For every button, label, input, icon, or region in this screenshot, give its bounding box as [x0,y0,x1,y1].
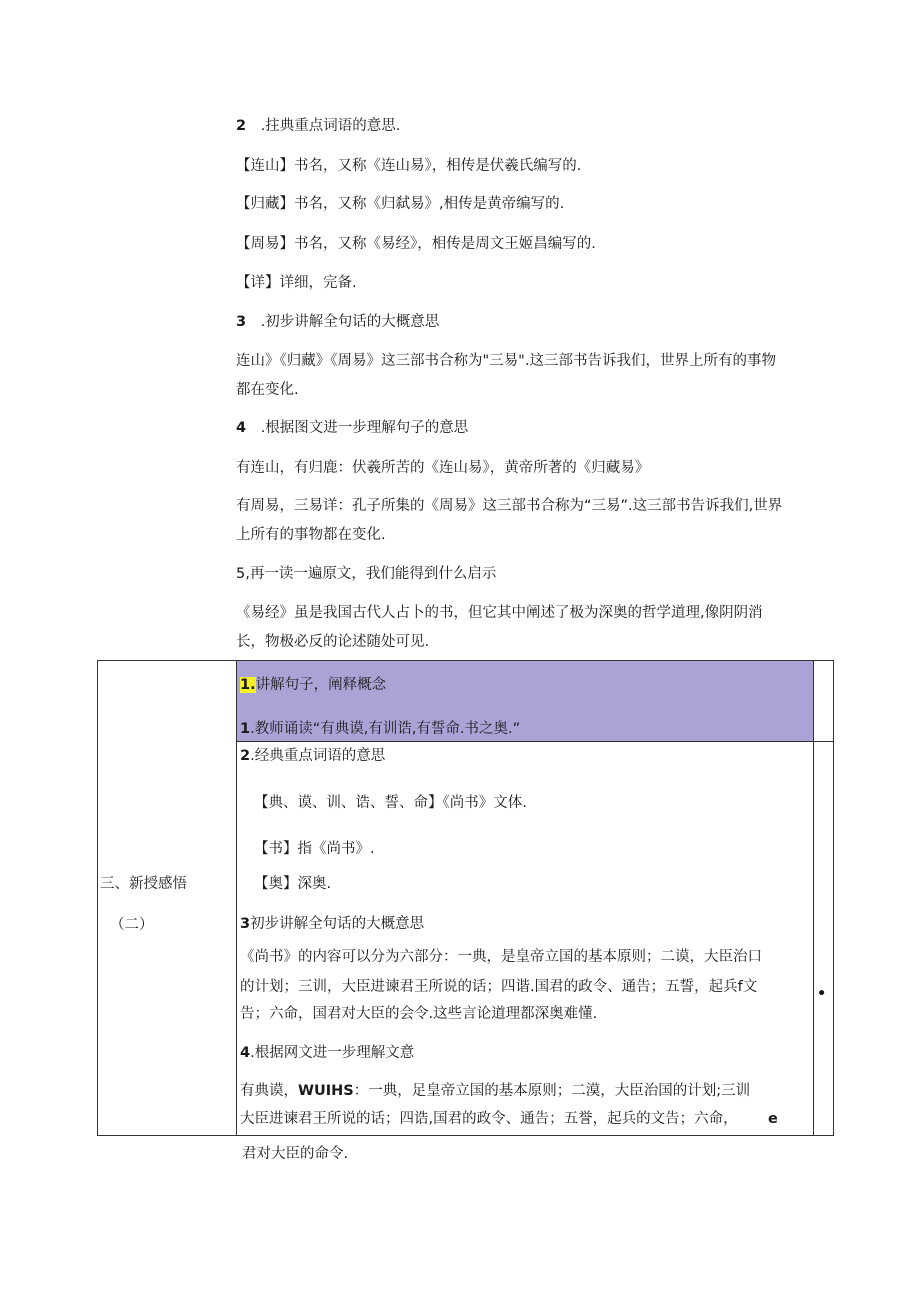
column-divider [813,661,814,1135]
paragraph-line: 的计划；三训，大臣进谏君王所说的话；四谐.国君的政令、通告；五誓，起兵f文 [240,979,758,995]
section-number: 2 [240,748,251,764]
row1-heading [240,675,386,695]
text-run: 有典谟， [240,1083,298,1099]
highlighted-number: 1. [240,677,256,693]
section-3-heading [236,312,439,332]
row1-subheading [240,719,520,739]
line-tail-letter: e [768,1111,778,1127]
paragraph-line: 大臣进谏君王所说的话；四诰,国君的政令、通告；五誉，起兵的文告；六命， [240,1111,738,1127]
section-number: 3 [240,916,251,932]
section-title: .根据图文进一步理解句子的意思 [260,420,469,436]
paragraph-line [240,1081,750,1101]
section-title: .拄典重点词语的意思. [260,118,401,134]
lesson-table [97,660,834,1136]
term-zhouyi: 【周易】书名，又称《易经》，相传是周文王姬昌编写的. [236,236,596,252]
paragraph-line: 《尚书》的内容可以分为六部分：一典，是皇帝立国的基本原则；二谟，大臣治口 [240,949,762,965]
paragraph-line: 长，物极必反的论述随处可见. [236,634,430,650]
paragraph-line: 上所有的事物都在变化. [236,527,386,543]
section-5-heading: 5,再一读一遍原文，我们能得到什么启示 [236,566,497,582]
garbled-bold-text: WUIHS [298,1083,354,1099]
paragraph-line: 都在变化. [236,382,299,398]
section-title: .初步讲解全句话的大概意思 [260,314,440,330]
paragraph-line: 连山》《归藏》《周易》这三部书合称为"三易".这三部书告诉我们，世界上所有的事物 [236,353,776,369]
row1-subtext: .教师诵读“有典谟,有训诰,有誓命.书之奥.” [250,721,521,737]
row1-title: 讲解句子，阐释概念 [255,677,387,693]
term-dian: 【典、谟、训、诰、誓、命】《尚书》文体. [254,795,527,811]
row-divider [236,741,834,742]
column-divider [236,661,237,1135]
paragraph-line: 有周易，三易详：孔子所集的《周易》这三部书合称为“三易”.这三部书告诉我们,世界 [236,498,783,514]
section-number: 3 [236,314,247,330]
table-section-2-heading [240,746,385,766]
bullet-dot: • [817,986,827,1002]
section-title: .根据网文进一步理解文意 [250,1045,415,1061]
term-xiang: 【详】详细，完备. [236,275,357,291]
term-lianshan: 【连山】书名，又称《连山易》，相传是伏羲氏编写的. [236,158,582,174]
table-section-3-heading [240,914,424,934]
table-section-4-heading [240,1043,414,1063]
section-title: .经典重点词语的意思 [250,748,386,764]
stage-sublabel: （二） [110,917,154,933]
term-ao: 【奥】深奥. [254,876,332,892]
text-run: ：一典，足皇帝立国的基本原则；二漠，大臣治国的计划;三训 [353,1083,751,1099]
stage-label: 三、新授感悟 [100,876,187,892]
term-guicang: 【归藏】书名，又称《归弑易》,相传是黄帝编写的. [236,196,565,212]
paragraph-line: 《易经》虽是我国古代人占卜的书，但它其中阐述了极为深奥的哲学道理,像阴阴消 [236,605,763,621]
section-number: 4 [236,420,247,436]
section-2-heading [236,116,400,136]
section-number: 4 [240,1045,251,1061]
section-title: 初步讲解全句话的大概意思 [250,916,425,932]
section-4-heading [236,418,468,438]
paragraph-line-after-table: 君对大臣的命令. [242,1146,349,1162]
paragraph-line: 告；六命，国君对大臣的会令.这些言论道理都深奥难懂. [240,1006,598,1022]
term-shu: 【书】指《尚书》. [254,841,375,857]
section-number: 2 [236,118,247,134]
section-number: 1 [240,721,251,737]
paragraph-line: 有连山，有归鹿：伏羲所苦的《连山易》，黄帝所著的《归藏易》 [236,460,650,476]
